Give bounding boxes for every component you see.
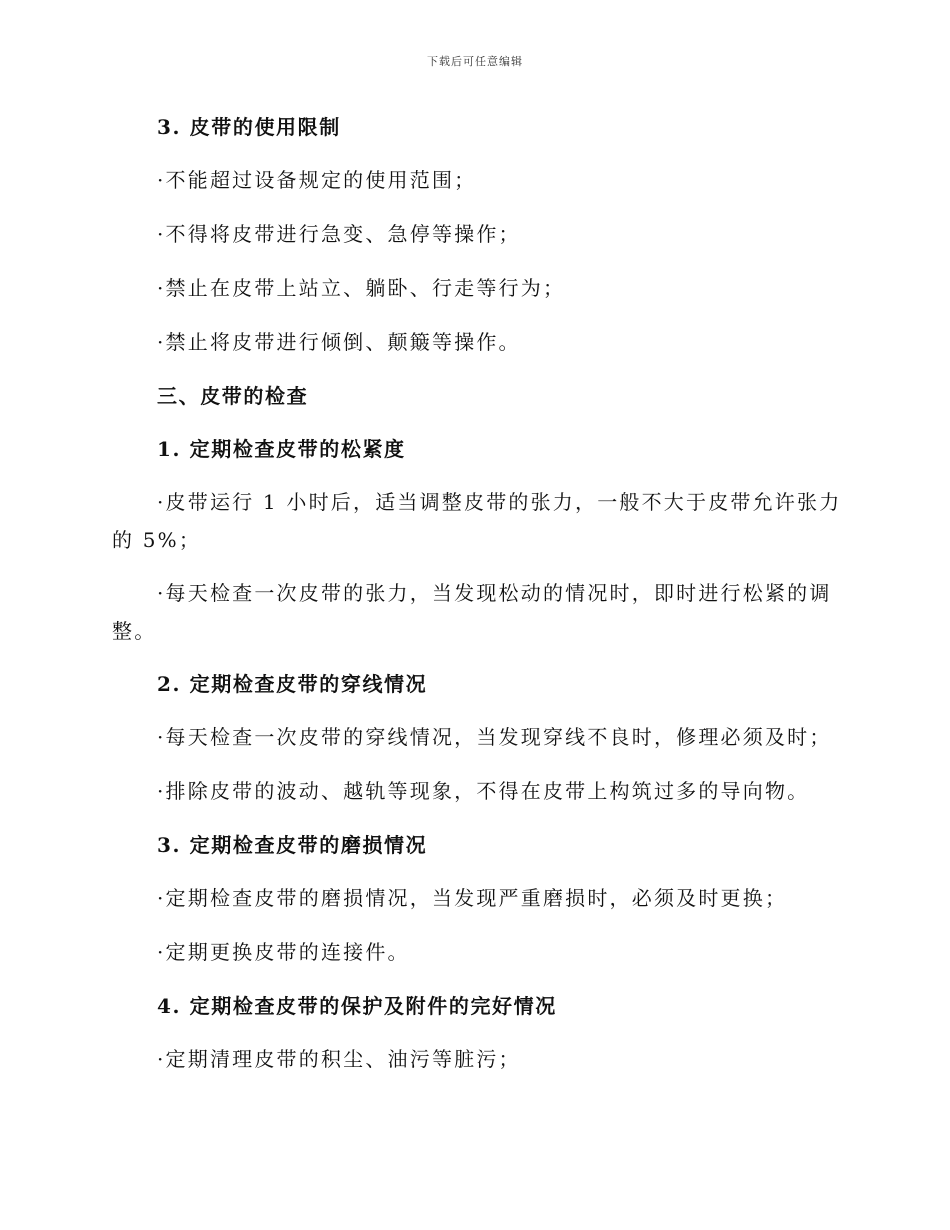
bullet-paragraph: ·每天检查一次皮带的张力，当发现松动的情况时，即时进行松紧的调 [157,581,832,605]
bullet-paragraph: ·不得将皮带进行急变、急停等操作； [157,222,521,246]
section-heading-tension: 1. 定期检查皮带的松紧度 [157,437,406,461]
bullet-paragraph: ·禁止将皮带进行倾倒、颠簸等操作。 [157,330,521,354]
bullet-paragraph: ·皮带运行 1 小时后，适当调整皮带的张力，一般不大于皮带允许张力 [157,490,842,514]
bullet-paragraph: ·禁止在皮带上站立、躺卧、行走等行为； [157,276,566,300]
page-header-note: 下载后可任意编辑 [427,55,523,68]
bullet-paragraph: ·排除皮带的波动、越轨等现象，不得在皮带上构筑过多的导向物。 [157,779,810,803]
chapter-heading-inspection: 三、皮带的检查 [157,384,309,408]
bullet-paragraph: ·定期检查皮带的磨损情况，当发现严重磨损时，必须及时更换； [157,886,788,910]
bullet-paragraph: ·定期清理皮带的积尘、油污等脏污； [157,1047,521,1071]
bullet-paragraph: ·每天检查一次皮带的穿线情况，当发现穿线不良时，修理必须及时； [157,725,832,749]
section-heading-protection: 4. 定期检查皮带的保护及附件的完好情况 [157,994,557,1018]
bullet-paragraph: ·不能超过设备规定的使用范围； [157,168,477,192]
bullet-paragraph: ·定期更换皮带的连接件。 [157,940,410,964]
section-heading-threading: 2. 定期检查皮带的穿线情况 [157,672,428,696]
section-heading-usage-limits: 3. 皮带的使用限制 [157,115,341,139]
section-heading-wear: 3. 定期检查皮带的磨损情况 [157,833,428,857]
paragraph-continuation: 整。 [112,619,157,643]
paragraph-continuation: 的 5%； [112,528,202,552]
